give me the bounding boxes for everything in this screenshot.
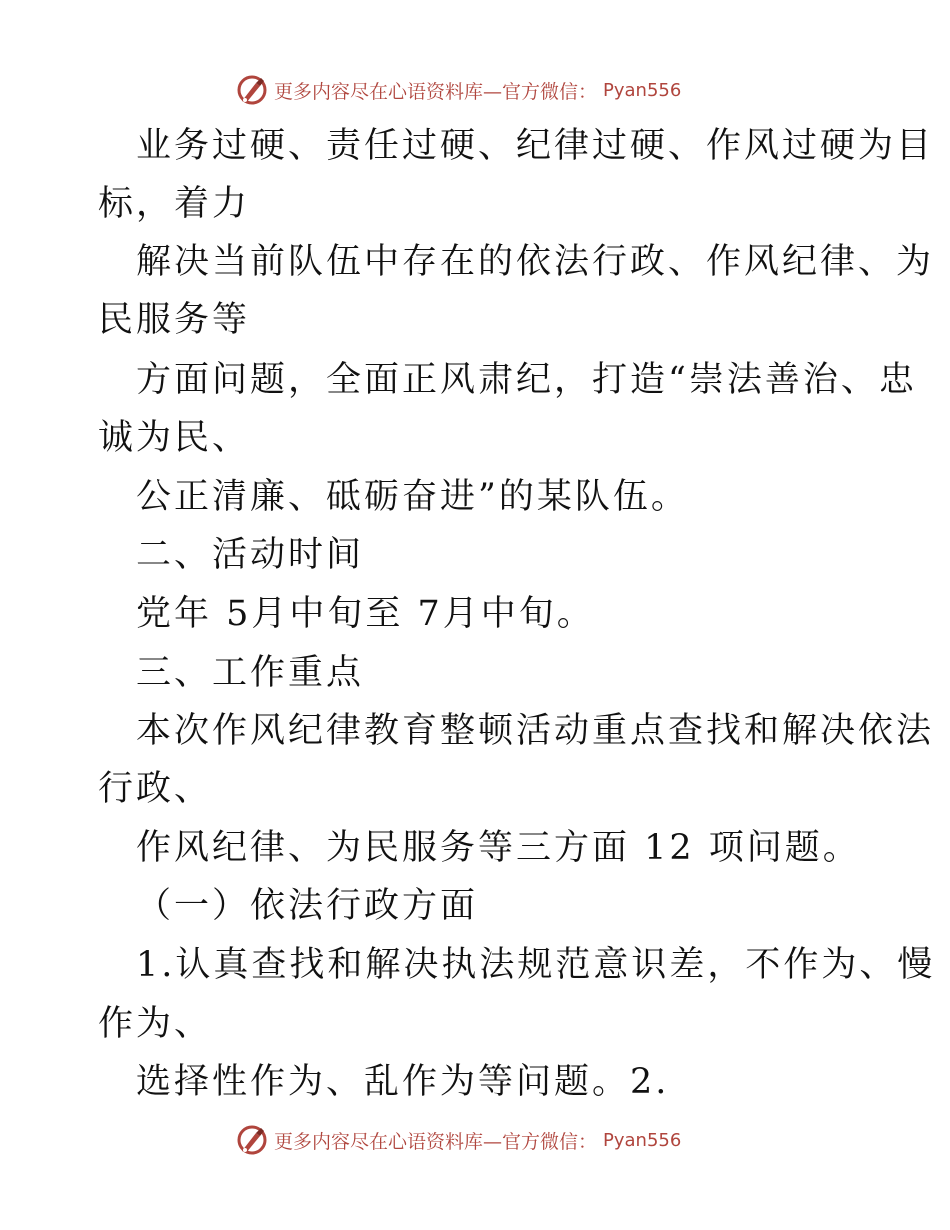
text-line: 1.认真查找和解决执法规范意识差，不作为、慢 (136, 945, 936, 985)
section-heading: 三、工作重点 (136, 653, 365, 693)
text-line: 标，着力 (98, 184, 251, 224)
text-line: 作为、 (98, 1004, 213, 1044)
pen-logo-icon (236, 74, 268, 106)
text-line: 方面问题，全面正风肃纪，打造“崇法善治、忠 (136, 360, 917, 400)
text-line: 党年 5月中旬至 7月中旬。 (136, 594, 595, 634)
text-line: 解决当前队伍中存在的依法行政、作风纪律、为 (136, 242, 935, 282)
watermark-text: 更多内容尽在心语资料库—官方微信： (274, 80, 598, 103)
watermark-handle: Pyan556 (603, 79, 682, 101)
watermark-header (236, 72, 716, 108)
text-line: 本次作风纪律教育整顿活动重点查找和解决依法 (136, 711, 935, 751)
subsection-heading: （一）依法行政方面 (136, 886, 479, 926)
watermark-handle: Pyan556 (603, 1129, 682, 1151)
text-line: 业务过硬、责任过硬、纪律过硬、作风过硬为目 (136, 126, 935, 166)
text-line: 行政、 (98, 769, 213, 809)
text-line: 公正清廉、砥砺奋进”的某队伍。 (136, 477, 689, 517)
text-line: 作风纪律、为民服务等三方面 12 项问题。 (136, 828, 861, 868)
watermark-footer (236, 1122, 716, 1158)
text-line: 民服务等 (98, 300, 251, 340)
text-line: 选择性作为、乱作为等问题。2. (136, 1062, 670, 1102)
pen-logo-icon (236, 1124, 268, 1156)
text-line: 诚为民、 (98, 418, 251, 458)
section-heading: 二、活动时间 (136, 535, 365, 575)
watermark-text: 更多内容尽在心语资料库—官方微信： (274, 1130, 598, 1153)
